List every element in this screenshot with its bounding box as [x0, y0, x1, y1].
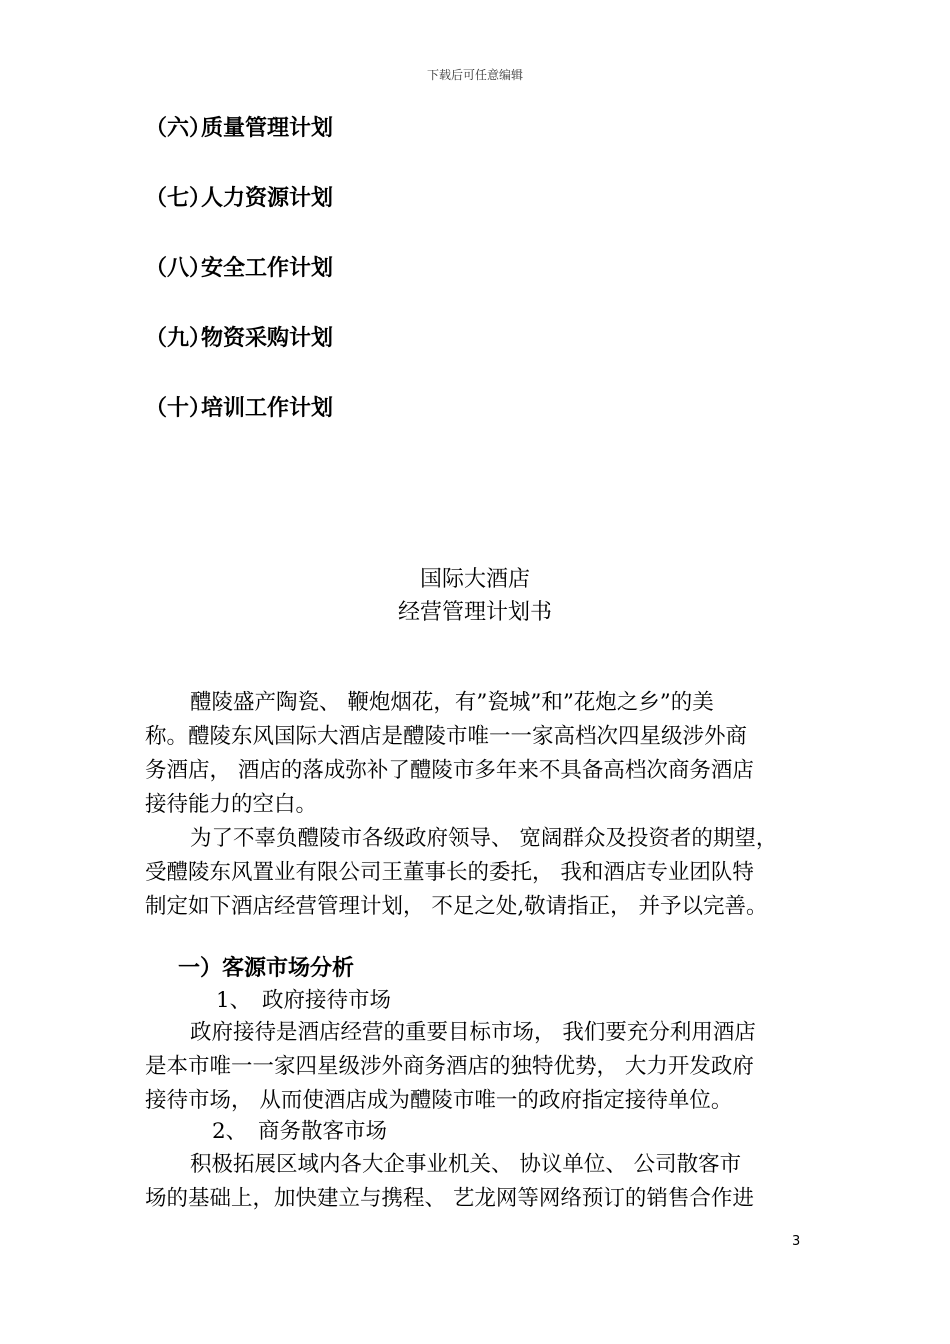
outline-item [145, 325, 333, 353]
paragraph-line: 受醴陵东风置业有限公司王董事长的委托， 我和酒店专业团队特 [145, 860, 754, 885]
outline-item-label: 培训工作计划 [201, 396, 334, 421]
intro-paragraph [145, 822, 810, 924]
outline-item [145, 115, 333, 143]
sub-heading [212, 1117, 387, 1147]
sub-heading-number: 1、 [216, 988, 252, 1013]
paragraph-line: 是本市唯一一家四星级涉外商务酒店的独特优势， 大力开发政府 [145, 1054, 754, 1079]
outline-item-label: 质量管理计划 [201, 116, 334, 141]
paragraph-line: 制定如下酒店经营管理计划， 不足之处,敬请指正， 并予以完善。 [145, 894, 768, 919]
intro-paragraph [145, 686, 810, 822]
outline-item [145, 255, 333, 283]
outline-item-label: 人力资源计划 [201, 186, 334, 211]
paragraph-line: 接待能力的空白。 [145, 792, 318, 817]
paragraph-line: 为了不辜负醴陵市各级政府领导、 宽阔群众及投资者的期望， [190, 826, 778, 851]
paragraph-line: 醴陵盛产陶瓷、 鞭炮烟花，有”瓷城”和”花炮之乡”的美 [190, 690, 714, 715]
outline-item-label: 安全工作计划 [201, 256, 334, 281]
paragraph-line: 场的基础上，加快建立与携程、 艺龙网等网络预订的销售合作进 [145, 1186, 754, 1211]
outline-item [145, 185, 333, 213]
paragraph-line: 积极拓展区域内各大企事业机关、 协议单位、 公司散客市 [190, 1152, 742, 1177]
paragraph-line: 政府接待是酒店经营的重要目标市场， 我们要充分利用酒店 [190, 1020, 756, 1045]
page-header-note: 下载后可任意编辑 [426, 68, 523, 82]
outline-item-number: （九） [145, 326, 212, 351]
paragraph-line: 接待市场， 从而使酒店成为醴陵市唯一的政府指定接待单位。 [145, 1088, 733, 1113]
sub-heading-number: 2、 [212, 1119, 248, 1144]
paragraph-line: 务酒店， 酒店的落成弥补了醴陵市多年来不具备高档次商务酒店 [145, 758, 754, 783]
section-paragraph [145, 1148, 810, 1216]
outline-item-number: （七） [145, 186, 212, 211]
paragraph-line: 称。醴陵东风国际大酒店是醴陵市唯一一家高档次四星级涉外商 [145, 724, 748, 749]
sub-heading-label: 商务散客市场 [258, 1119, 388, 1144]
section-heading: 一）客源市场分析 [178, 956, 355, 981]
sub-heading [216, 986, 391, 1016]
outline-item-number: （十） [145, 396, 212, 421]
sub-heading-label: 政府接待市场 [262, 988, 392, 1013]
outline-item [145, 395, 333, 423]
page-number: 3 [792, 1234, 801, 1249]
document-subtitle: 经营管理计划书 [397, 600, 552, 625]
outline-item-label: 物资采购计划 [201, 326, 334, 351]
outline-item-number: （六） [145, 116, 212, 141]
section-paragraph [145, 1016, 810, 1118]
outline-item-number: （八） [145, 256, 212, 281]
document-title: 国际大酒店 [419, 567, 530, 592]
